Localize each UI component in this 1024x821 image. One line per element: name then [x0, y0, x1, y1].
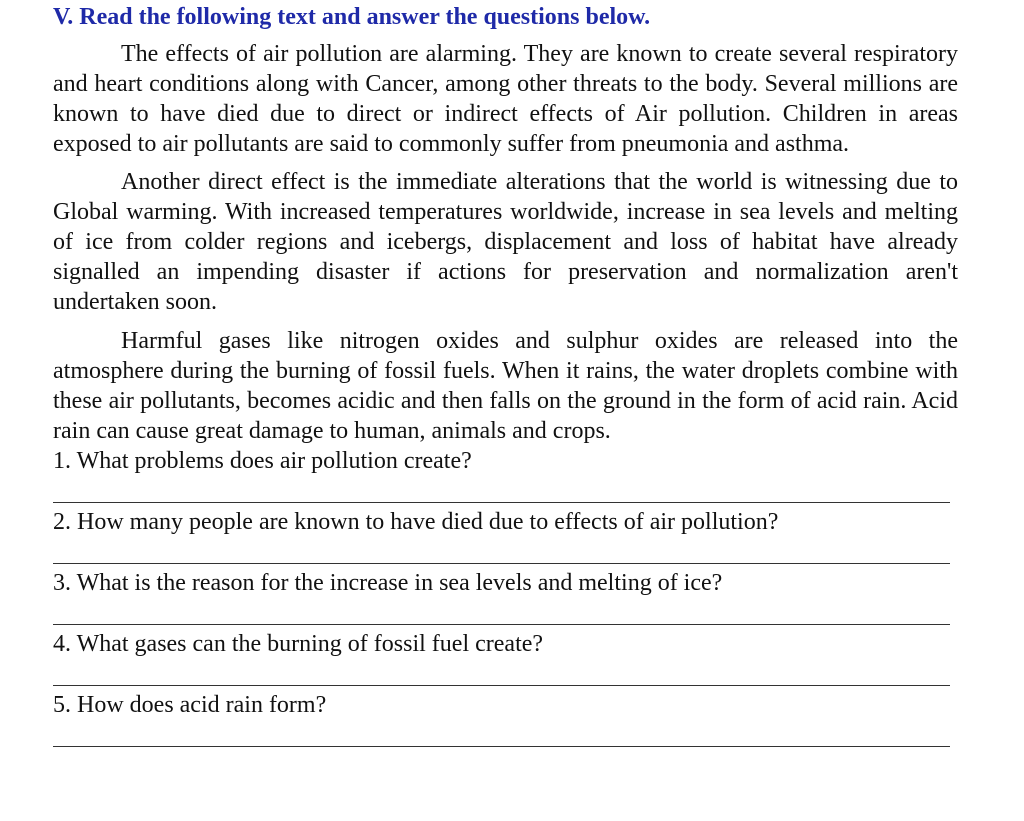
answer-line-2[interactable] — [53, 563, 950, 564]
question-5: 5. How does acid rain form? — [53, 692, 327, 718]
question-block-3 — [53, 568, 958, 625]
question-4: 4. What gases can the burning of fossil fuel create? — [53, 631, 544, 657]
reading-paragraph-3: Harmful gases like nitrogen oxides and sulphur oxides are released into the atmosphere during the burning of fossil fuels. When it rains, the water droplets combine with these air pollutants, becomes acidic and then falls on the ground in the form of acid rain. Acid rain can cause great damage to human, animals and crops. — [53, 328, 958, 444]
answer-line-4[interactable] — [53, 685, 950, 686]
question-block-1 — [53, 446, 958, 503]
answer-line-3[interactable] — [53, 624, 950, 625]
question-3: 3. What is the reason for the increase in sea levels and melting of ice? — [53, 570, 723, 596]
question-block-4 — [53, 629, 958, 686]
answer-line-5[interactable] — [53, 746, 950, 747]
question-2: 2. How many people are known to have died due to effects of air pollution? — [53, 509, 779, 535]
reading-paragraph-2: Another direct effect is the immediate alterations that the world is witnessing due to Global warming. With increased temperatures worldwide, increase in sea levels and melting of ice from colder regions and icebergs, displacement and loss of habitat have already signalled an impending disaster if actions for preservation and normalization aren't undertaken soon. — [53, 169, 958, 315]
question-block-5 — [53, 690, 958, 747]
reading-paragraph-1: The effects of air pollution are alarming. They are known to create several respiratory and heart conditions along with Cancer, among other threats to the body. Several millions are known to have died due to direct or indirect effects of Air pollution. Children in areas exposed to air pollutants are said to commonly suffer from pneumonia and asthma. — [53, 41, 958, 157]
answer-line-1[interactable] — [53, 502, 950, 503]
question-block-2 — [53, 507, 958, 564]
worksheet-page — [53, 0, 958, 747]
question-1: 1. What problems does air pollution create? — [53, 448, 472, 474]
section-heading: V. Read the following text and answer the questions below. — [53, 4, 651, 30]
